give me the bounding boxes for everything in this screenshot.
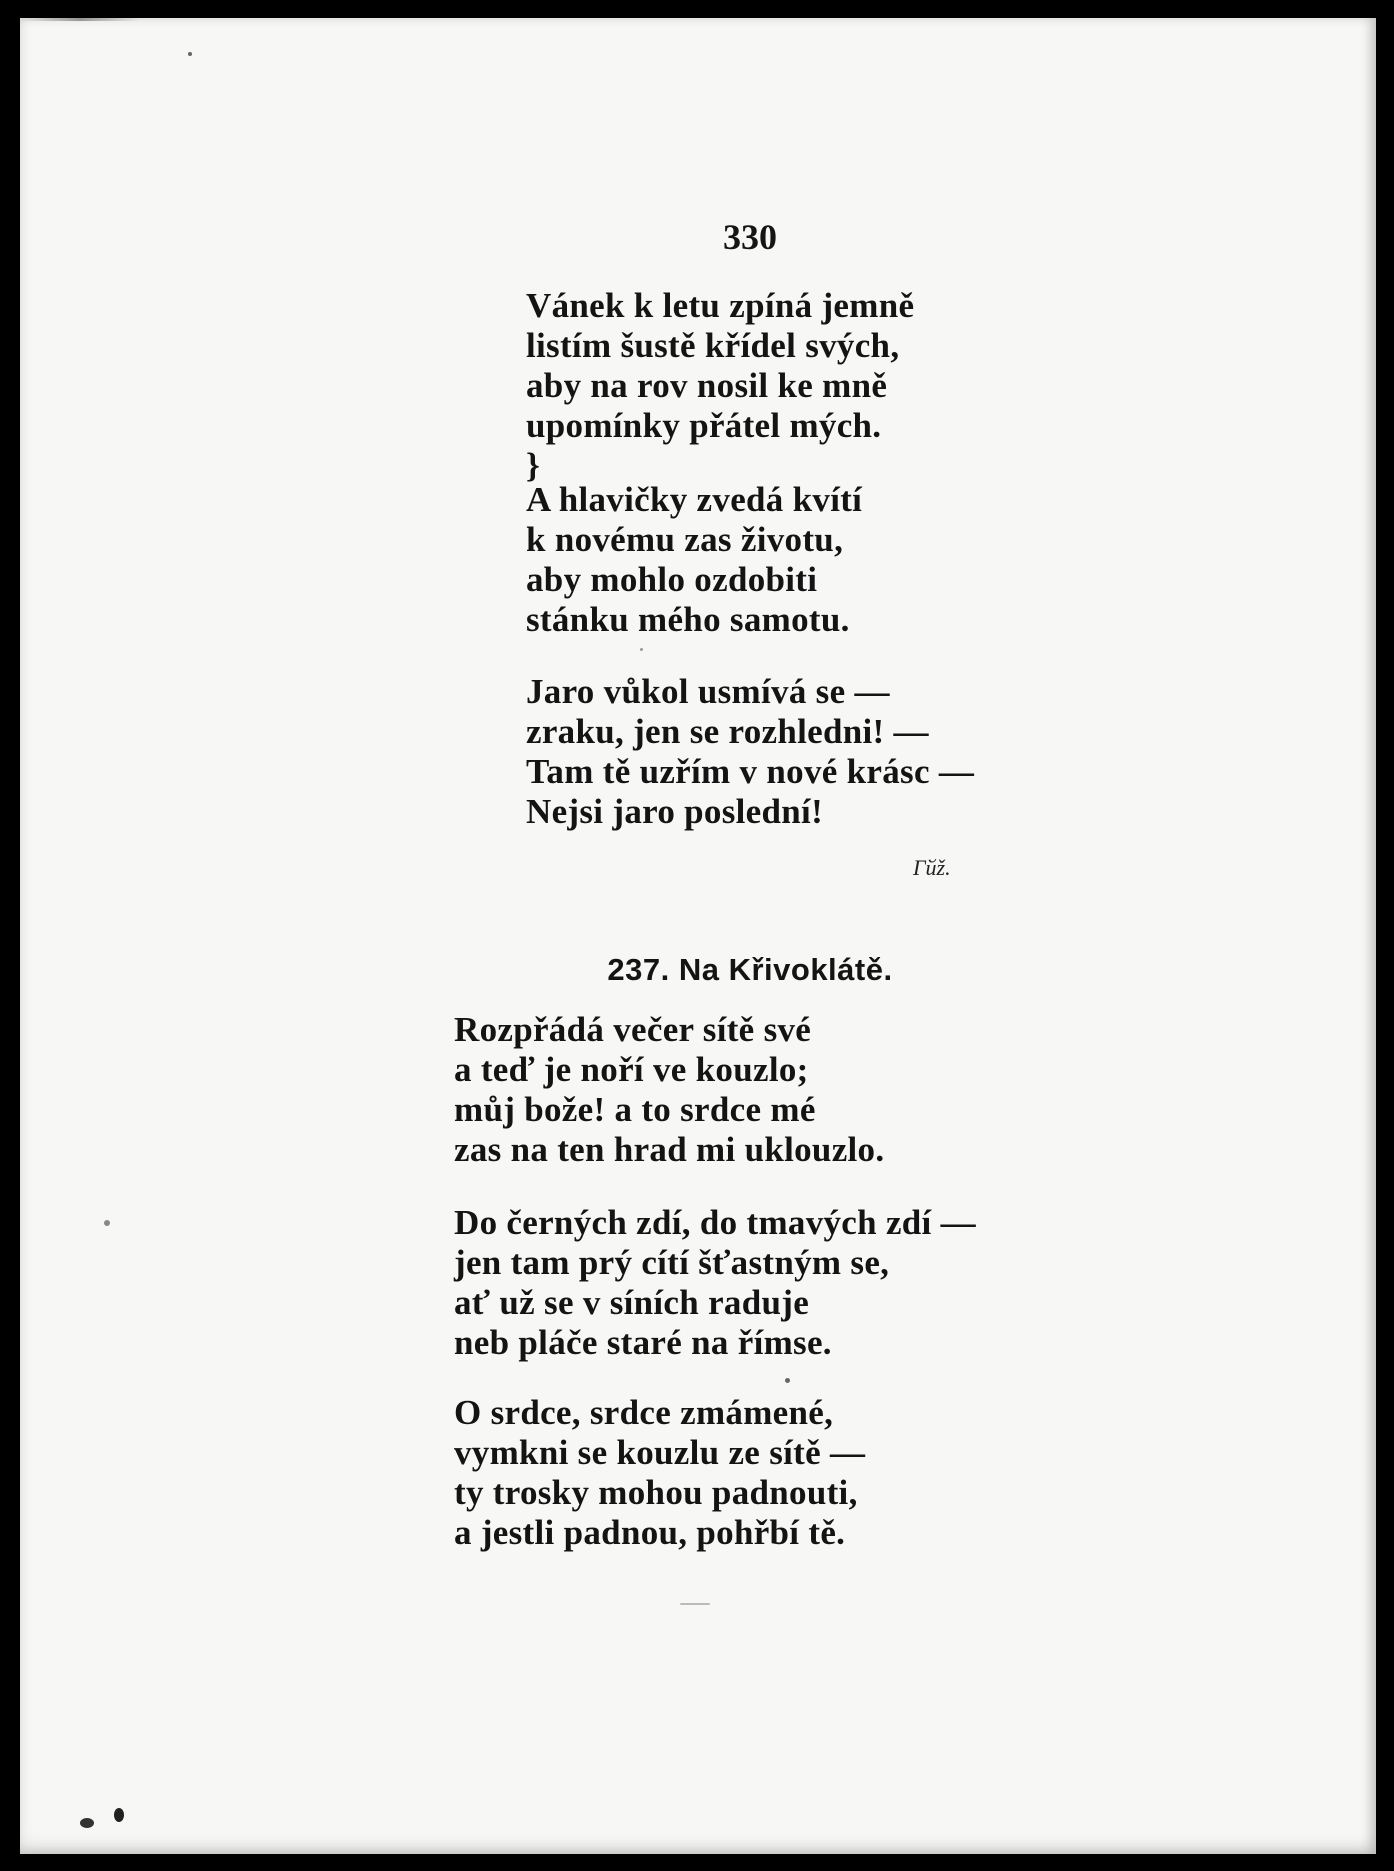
poem-line: neb pláče staré na římse. [454,1323,832,1362]
poem-line: jen tam prý cítí šťastným se, [454,1243,890,1282]
poem-line: k novému zas životu, [526,520,844,559]
poem-line: Tam tě uzřím v nové krásc — [526,752,975,791]
poem-line: ty trosky mohou padnouti, [454,1473,858,1512]
poem-line: aby na rov nosil ke mně [526,366,888,405]
poem-line: Do černých zdí, do tmavých zdí — [454,1203,976,1242]
poem-line: Vánek k letu zpíná jemně [526,286,915,325]
poem-line: a jestli padnou, pohřbí tě. [454,1513,846,1552]
poem2-title: 237. Na Křivoklátě. [607,952,893,987]
page-number: 330 [723,217,777,257]
poem1-stanza-1: Vánek k letu zpíná jemně listím šustě křídel svých, aby na rov nosil ke mně upomínky přátel mých. } [526,286,915,485]
scan-edge-mark [20,18,140,21]
book-page [20,18,1376,1854]
poem-line: Rozpřádá večer sítě své [454,1010,812,1049]
poem-line: upomínky přátel mých. [526,406,882,445]
poem1-signature: Гйž. [913,855,951,880]
poem-line: můj bože! a to srdce mé [454,1090,816,1129]
poem-line: ať už se v síních raduje [454,1283,810,1322]
paper-speck [104,1220,110,1226]
paper-speck [80,1818,94,1828]
poem1-stanza-2 [526,480,862,640]
paper-speck [680,1603,710,1605]
poem-line: zas na ten hrad mi uklouzlo. [454,1130,885,1169]
poem1-stanza-3 [526,672,974,832]
poem-line: aby mohlo ozdobiti [526,560,818,599]
poem-line: Nejsi jaro poslední! [526,792,824,831]
poem-line: zraku, jen se rozhledni! — [526,712,929,751]
paper-speck [785,1378,790,1383]
paper-speck [114,1808,124,1822]
paper-speck [188,52,192,56]
poem-line: Jaro vůkol usmívá se — [526,672,890,711]
poem-line: listím šustě křídel svých, [526,326,900,365]
poem2-stanza-1 [454,1010,884,1170]
poem-line: O srdce, srdce zmámené, [454,1393,834,1432]
poem-line: A hlavičky zvedá kvítí [526,480,863,519]
paper-speck [640,648,643,651]
poem2-stanza-2 [454,1203,976,1363]
poem2-stanza-3 [454,1393,865,1553]
poem-line: stánku mého samotu. [526,600,850,639]
poem-line: vymkni se kouzlu ze sítě — [454,1433,866,1472]
poem-line: a teď je noří ve kouzlo; [454,1050,809,1089]
scan-border [1376,0,1394,1871]
